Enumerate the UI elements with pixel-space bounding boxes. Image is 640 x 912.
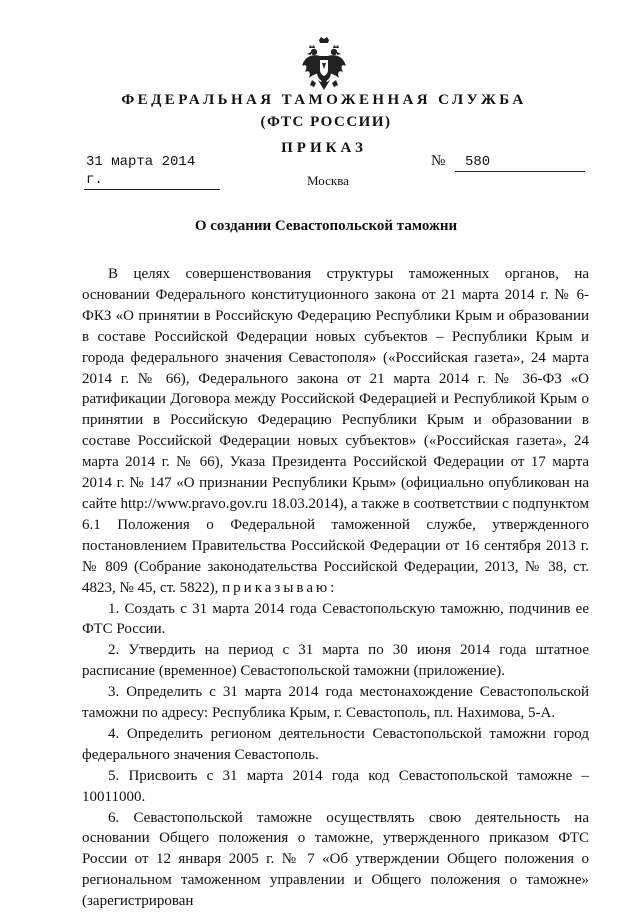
order-heading: ПРИКАЗ: [281, 140, 367, 156]
number-sign: №: [431, 153, 446, 169]
list-item: 4. Определить регионом деятельности Севастопольской таможни город федерального значения Севастополь.: [82, 725, 589, 763]
organization-abbreviation: (ФТС РОССИИ): [260, 114, 392, 130]
order-date: 31 марта 2014 г.: [84, 153, 220, 190]
list-item: 6. Севастопольской таможне осуществлять свою деятельность на основании Общего положения о таможне, утвержденного приказом ФТС России от 12 января 2005 г. № 7 «Об утверждении Общего положения о региональном таможенном управлении и Общего положения о таможне» (зарегистрирован: [82, 809, 589, 910]
list-item: 5. Присвоить с 31 марта 2014 года код Севастопольской таможне – 10011000.: [82, 767, 589, 805]
intro-paragraph: [82, 264, 589, 599]
issue-city: Москва: [307, 173, 349, 188]
document-body: [82, 264, 589, 912]
intro-text: В целях совершенствования структуры таможенных органов, на основании Федерального конституционного закона от 21 марта 2014 г. № 6-ФКЗ «О принятии в Российскую Федерацию Республики Крым и образовании в составе Российской Федерации новых субъектов – Республики Крым и города федерального значения Севастополя» («Российская газета», 24 марта 2014 г. № 66), Федерального закона от 21 марта 2014 г. № 36-ФЗ «О ратификации Договора между Российской Федерацией и Республикой Крым о принятии в Российскую Федерацию Республики Крым и образовании в составе Российской Федерации новых субъектов» («Российская газета», 24 марта 2014 г. № 66), Указа Президента Российской Федерации от 17 марта 2014 г. № 147 «О признании Республики Крым» (официально опубликован на сайте http://www.pravo.gov.ru 18.03.2014), а также в соответствии с подпунктом 6.1 Положения о Федеральной таможенной службе, утвержденного постановлением Правительства Российской Федерации от 16 сентября 2013 г. № 809 (Собрание законодательства Российской Федерации, 2013, № 38, ст. 4823, № 45, ст. 5822),: [82, 266, 589, 596]
organization-name: ФЕДЕРАЛЬНАЯ ТАМОЖЕННАЯ СЛУЖБА: [121, 92, 527, 108]
order-number: 580: [455, 153, 585, 172]
list-item: 3. Определить с 31 марта 2014 года местонахождение Севастопольской таможни по адресу: Республика Крым, г. Севастополь, пл. Нахимова, 5-А.: [82, 684, 589, 722]
list-item: 1. Создать с 31 марта 2014 года Севастопольскую таможню, подчинив ее ФТС России.: [82, 600, 589, 638]
command-word: приказываю:: [222, 579, 338, 596]
double-headed-eagle-emblem-icon: [300, 36, 348, 96]
list-item: 2. Утвердить на период с 31 марта по 30 июня 2014 года штатное расписание (временное) Севастопольской таможни (приложение).: [82, 642, 589, 680]
document-title: О создании Севастопольской таможни: [194, 218, 458, 234]
